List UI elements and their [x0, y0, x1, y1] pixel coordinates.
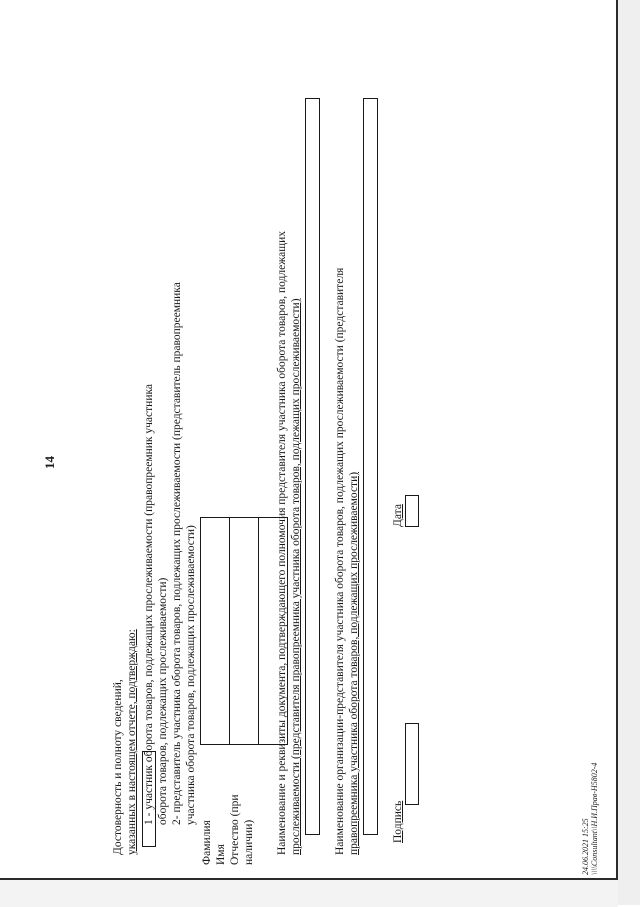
authority-document-label-line1: Наименование и реквизиты документа, подтверждающего полномочия представителя участника оборота товаров, подлежащих — [276, 230, 288, 855]
option-2-line1: 2- представитель участника оборота товаров, подлежащих прослеживаемости (представитель правопреемника — [171, 282, 183, 825]
footer-source: \\\\Consultant\\Н.И.Прав-Н5802-4 — [590, 762, 599, 875]
authority-document-label-line2: прослеживаемости (представителя правопреемника участника оборота товаров, подлежащих прослеживаемости) — [290, 298, 302, 855]
footer-timestamp: 24.06.2021 15:25 — [581, 818, 590, 875]
representative-org-label-line1: Наименование организации-представителя участника оборота товаров, подлежащих прослеживаемости (представителя — [334, 267, 346, 855]
signature-label: Подпись — [392, 800, 404, 843]
surname-field[interactable] — [201, 518, 230, 744]
name-field[interactable] — [230, 518, 259, 744]
authority-document-field[interactable] — [305, 98, 320, 835]
option-2-line2: участника оборота товаров, подлежащих прослеживаемости) — [185, 525, 197, 825]
date-field[interactable] — [405, 495, 419, 527]
name-label: Имя — [215, 844, 227, 865]
patronymic-label-line2: наличии) — [243, 819, 255, 865]
reliability-intro-line1: Достоверность и полноту сведений, — [112, 679, 124, 855]
date-label: Дата — [392, 504, 404, 527]
representative-org-label-line2: правопреемника участника оборота товаров, подлежащих прослеживаемости) — [348, 471, 360, 855]
surname-label: Фамилия — [201, 820, 213, 865]
person-fields-table — [200, 517, 288, 745]
representative-org-field[interactable] — [363, 98, 378, 835]
page-number: 14 — [42, 456, 57, 469]
signature-field[interactable] — [405, 723, 419, 805]
reliability-intro-line2: указанных в настоящем отчете, подтверждаю: — [126, 629, 138, 855]
option-1-line1: 1 - участник оборота товаров, подлежащих прослеживаемости (правопреемник участника — [143, 384, 155, 825]
patronymic-label-line1: Отчество (при — [229, 794, 241, 865]
option-1-line2: оборота товаров, подлежащих прослеживаемости) — [157, 577, 169, 825]
